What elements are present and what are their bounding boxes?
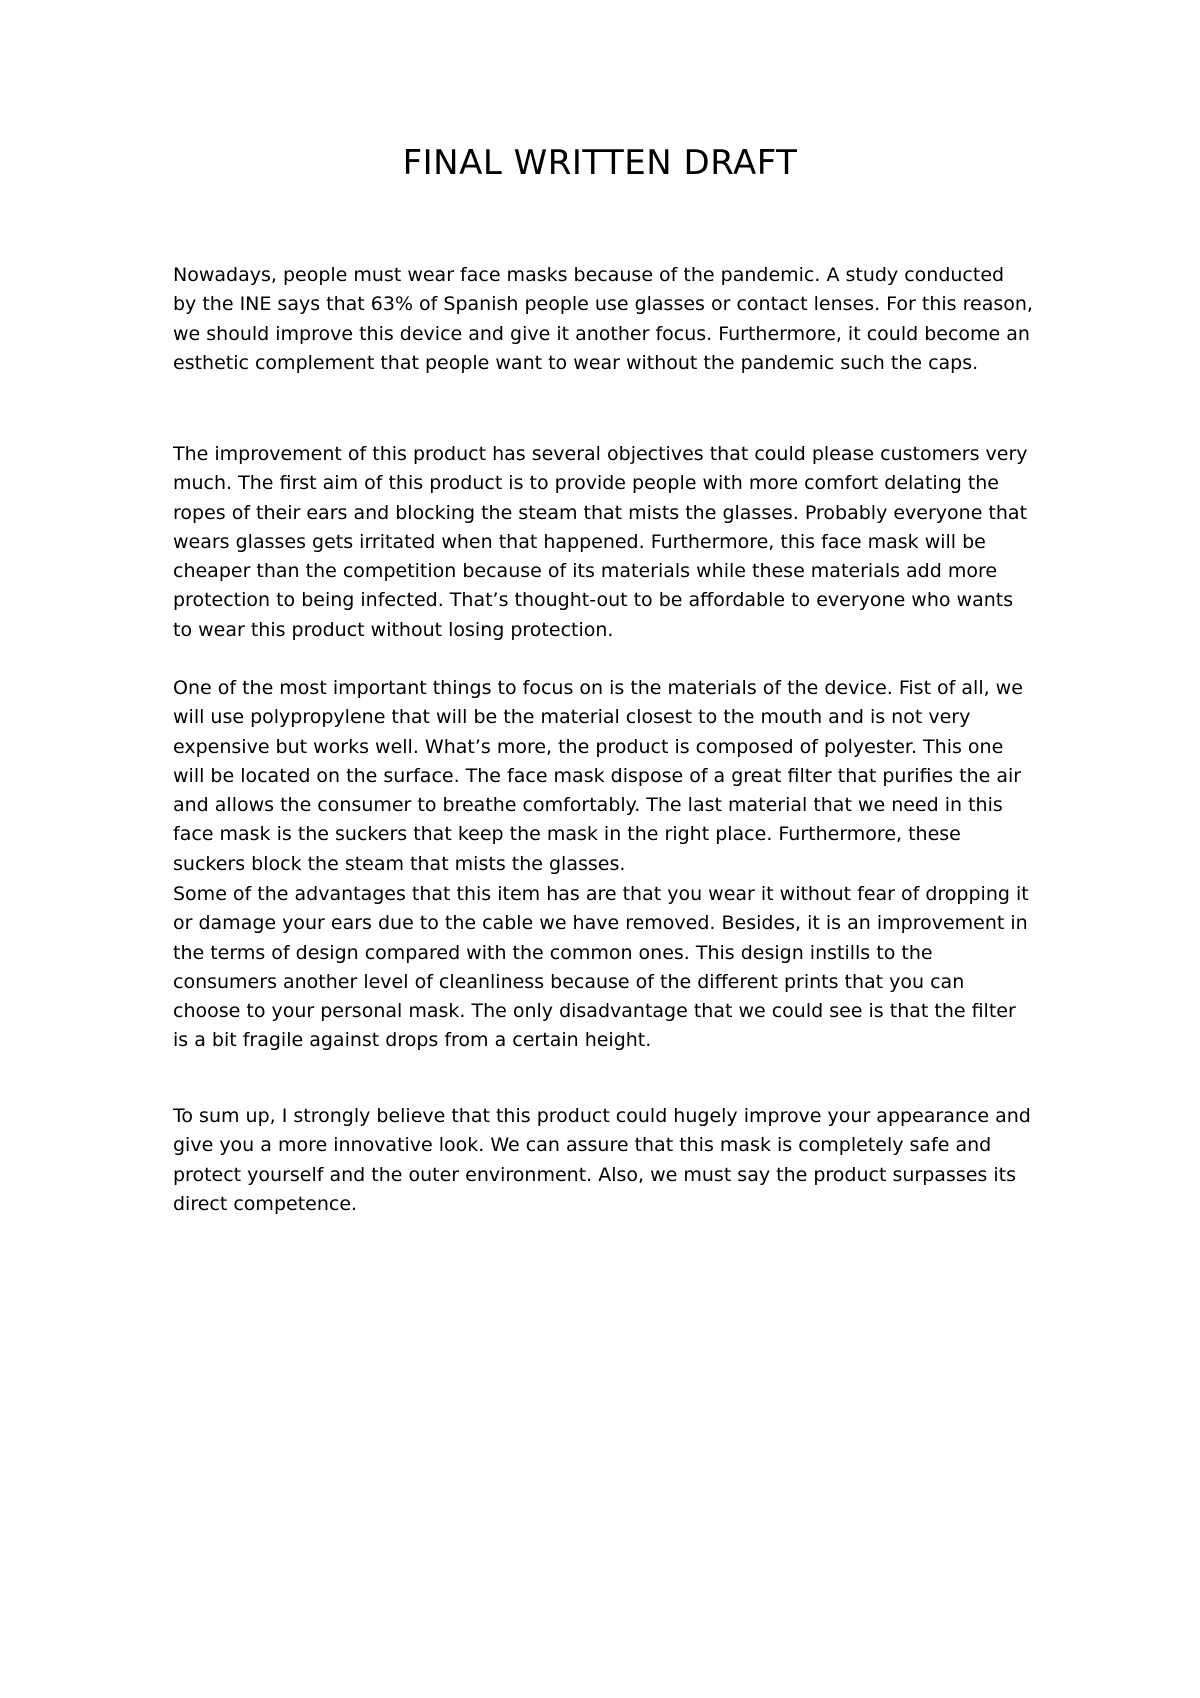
paragraph-materials: One of the most important things to focus on is the materials of the device. Fist of all, we will use polypropylene that will be the material closest to the mouth and is not very expensive but works well. What’s more, the product is composed of polyester. This one will be located on the surface. The face mask dispose of a great filter that purifies the air and allows the consumer to breathe comfortably. The last material that we need in this face mask is the suckers that keep the mask in the right place. Furthermore, these suckers block the steam that mists the glasses. <box>173 677 1023 875</box>
paragraph-conclusion: To sum up, I strongly believe that this product could hugely improve your appearance and give you a more innovative look. We can assure that this mask is completely safe and protect yourself and the outer environment. Also, we must say the product surpasses its direct competence. <box>173 1105 1031 1215</box>
paragraph-introduction: Nowadays, people must wear face masks because of the pandemic. A study conducted by the INE says that 63% of Spanish people use glasses or contact lenses. For this reason, we should improve this device and give it another focus. Furthermore, it could become an esthetic complement that people want to wear without the pandemic such the caps. <box>173 264 1033 374</box>
paragraph-objectives: The improvement of this product has several objectives that could please customers very much. The first aim of this product is to provide people with more comfort delating the ropes of their ears and blocking the steam that mists the glasses. Probably everyone that wears glasses gets irritated when that happened. Furthermore, this face mask will be cheaper than the competition because of its materials while these materials add more protection to being infected. That’s thought-out to be affordable to everyone who wants to wear this product without losing protection. <box>173 443 1028 641</box>
document-title: FINAL WRITTEN DRAFT <box>402 143 798 183</box>
paragraph-advantages: Some of the advantages that this item has are that you wear it without fear of dropping it or damage your ears due to the cable we have removed. Besides, it is an improvement in the terms of design compared with the common ones. This design instills to the consumers another level of cleanliness because of the different prints that you can choose to your personal mask. The only disadvantage that we could see is that the filter is a bit fragile against drops from a certain height. <box>173 883 1029 1052</box>
